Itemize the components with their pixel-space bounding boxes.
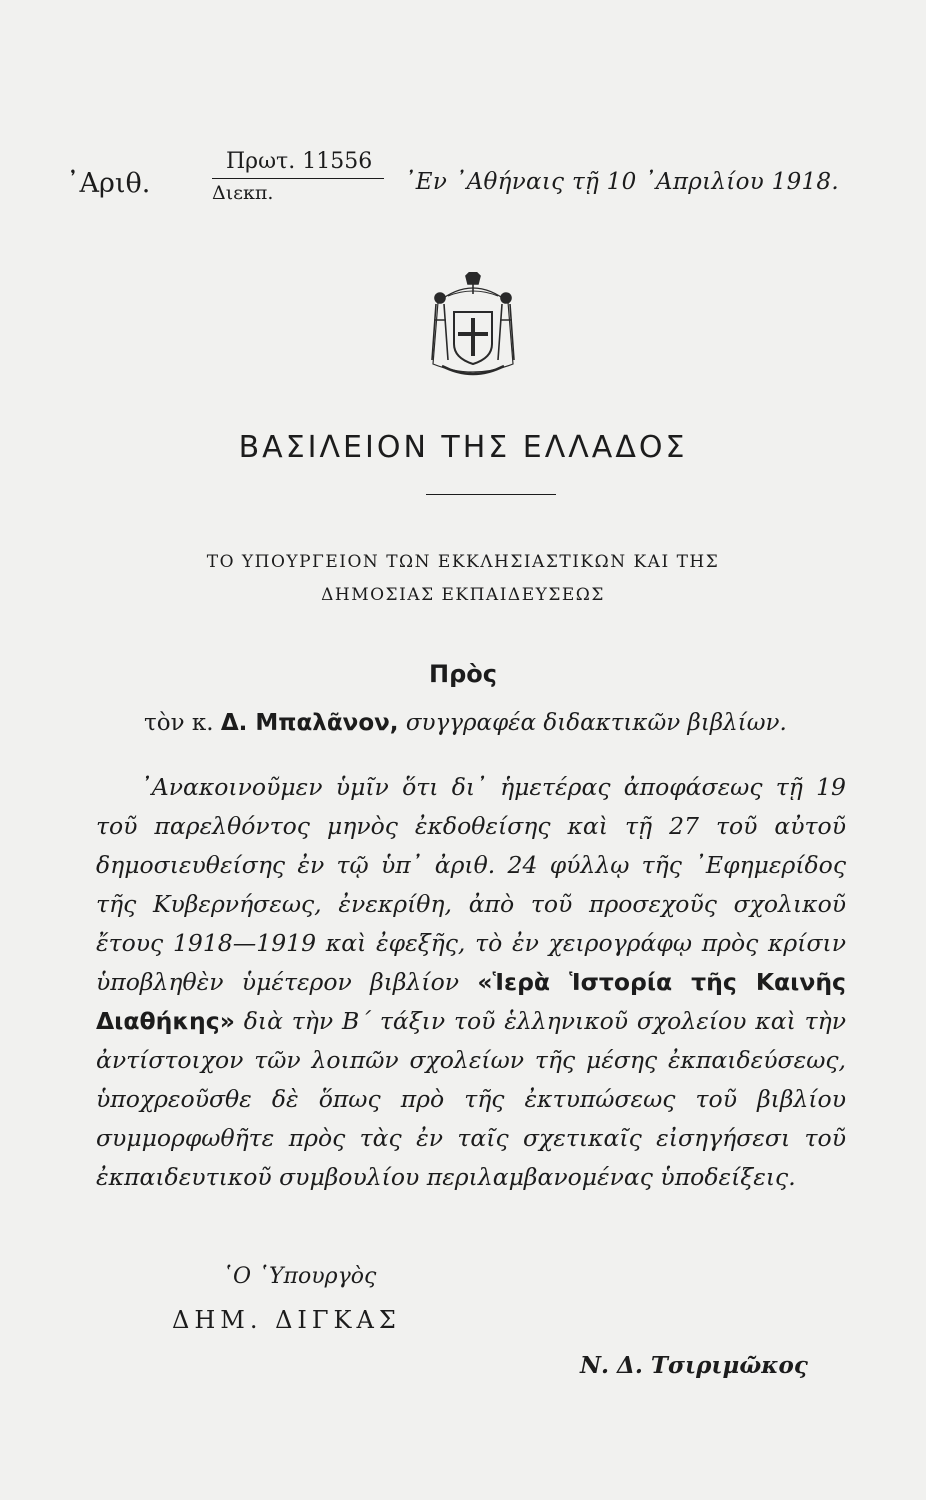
recipient-role: συγγραφέα διδακτικῶν βιβλίων.	[405, 710, 787, 736]
reference-prefix: ᾿Αριθ.	[66, 168, 151, 199]
addressee-heading: Πρὸς	[429, 660, 497, 688]
directive-label: Διεκπ.	[212, 182, 274, 204]
kingdom-heading: ΒΑΣΙΛΕΙΟΝ ΤΗΣ ΕΛΛΑΔΟΣ	[238, 430, 688, 465]
recipient-prefix: τὸν κ.	[144, 710, 214, 736]
minister-name: ΔΗΜ. ΔΙΓΚΑΣ	[172, 1306, 401, 1334]
ministry-line-1: ΤΟ ΥΠΟΥΡΓΕΙΟΝ ΤΩΝ ΕΚΚΛΗΣΙΑΣΤΙΚΩΝ ΚΑΙ ΤΗΣ	[206, 552, 720, 572]
letter-body	[96, 768, 846, 1197]
place-and-date: ᾿Εν ᾿Αθήναις τῇ 10 ᾿Απριλίου 1918.	[404, 169, 839, 195]
protocol-number: Πρωτ. 11556	[226, 149, 373, 174]
coat-of-arms-icon	[418, 272, 528, 384]
reference-divider	[212, 178, 384, 179]
recipient-name: Δ. Μπαλᾶνον,	[220, 710, 399, 736]
book-title: «Ἱερὰ Ἱστορία τῆς Καινῆς Διαθήκης»	[96, 968, 846, 1035]
recipient-line	[144, 710, 787, 736]
secretary-signature: Ν. Δ. Τσιριμῶκος	[580, 1352, 808, 1379]
heading-rule	[426, 494, 556, 495]
body-text-before: ᾿Ανακοινοῦμεν ὑμῖν ὅτι δι᾿ ἡμετέρας ἀποφάσεως τῇ 19 τοῦ παρελθόντος μηνὸς ἐκδοθείσης καὶ τῇ 27 τοῦ αὐτοῦ δημοσιευθείσης ἐν τῷ ὑπ᾿ ἀριθ. 24 φύλλῳ τῆς ᾿Εφημερίδος τῆς Κυβερνήσεως, ἐνεκρίθη, ἀπὸ τοῦ προσεχοῦς σχολικοῦ ἔτους 1918—1919 καὶ ἐφεξῆς, τὸ ἐν χειρογράφῳ πρὸς κρίσιν ὑποβληθὲν ὑμέτερον βιβλίον	[96, 773, 846, 996]
body-text-after: διὰ τὴν Β΄ τάξιν τοῦ ἑλληνικοῦ σχολείου καὶ τὴν ἀντίστοιχον τῶν λοιπῶν σχολείων τῆς μέσης ἐκπαιδεύσεως, ὑποχρεοῦσθε δὲ ὅπως πρὸ τῆς ἐκτυπώσεως τοῦ βιβλίου συμμορφωθῆτε πρὸς τὰς ἐν ταῖς σχετικαῖς εἰσηγήσεσι τοῦ ἐκπαιδευτικοῦ συμβουλίου περιλαμβανομένας ὑποδείξεις.	[96, 1007, 846, 1191]
minister-label: ῾Ο ῾Υπουργὸς	[222, 1264, 377, 1289]
ministry-line-2: ΔΗΜΟΣΙΑΣ ΕΚΠΑΙΔΕΥΣΕΩΣ	[321, 585, 605, 605]
reference-number	[212, 149, 384, 204]
